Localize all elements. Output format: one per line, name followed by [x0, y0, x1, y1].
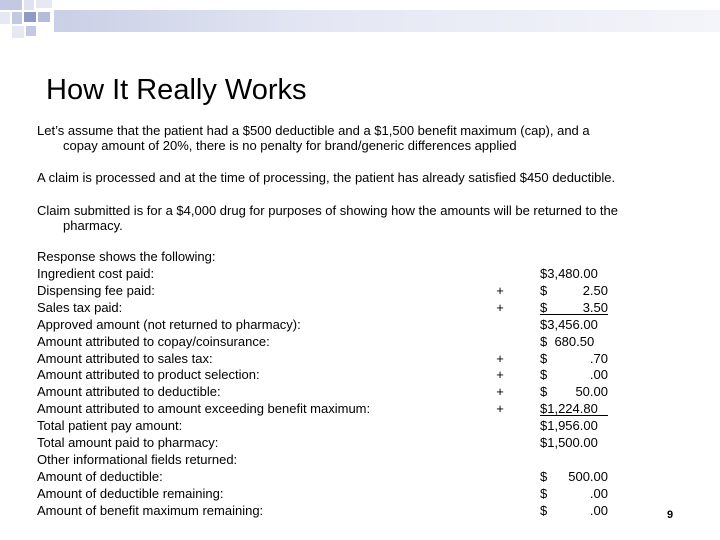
- plus-sign: +: [496, 299, 504, 315]
- table-row: [37, 350, 617, 367]
- currency-symbol: $: [540, 468, 548, 484]
- amount-value: .00: [589, 367, 608, 383]
- row-amount: $1,500.00: [540, 435, 598, 450]
- row-label: Amount of deductible remaining:: [37, 485, 224, 501]
- amount-value: .00: [589, 485, 608, 501]
- processing-paragraph: A claim is processed and at the time of processing, the patient has already satisfied $450 deductible.: [37, 170, 616, 185]
- amount-value: .00: [589, 502, 608, 518]
- slide-title: How It Really Works: [46, 74, 307, 106]
- table-row: [37, 265, 617, 282]
- row-label: Other informational fields returned:: [37, 451, 238, 467]
- assumption-paragraph: [37, 123, 677, 153]
- currency-symbol: $: [540, 384, 548, 400]
- row-label: Amount attributed to amount exceeding benefit maximum:: [37, 401, 371, 417]
- row-amount: $3,456.00: [540, 316, 598, 332]
- row-label: Amount attributed to product selection:: [37, 367, 260, 383]
- currency-symbol: $: [540, 282, 548, 298]
- row-label: Sales tax paid:: [37, 299, 123, 315]
- assumption-line-1: Let’s assume that the patient had a $500 deductible and a $1,500 benefit maximum (cap), and a: [37, 123, 590, 138]
- plus-sign: +: [496, 350, 504, 366]
- row-label: Amount attributed to deductible:: [37, 384, 221, 400]
- row-label: Amount of deductible:: [37, 468, 163, 484]
- plus-sign: +: [496, 401, 504, 417]
- claim-paragraph: [37, 203, 677, 233]
- table-row: [37, 299, 617, 316]
- plus-sign: +: [496, 384, 504, 400]
- assumption-line-2: copay amount of 20%, there is no penalty for brand/generic differences applied: [63, 138, 517, 153]
- row-amount: $1,956.00: [540, 418, 598, 434]
- table-row: [37, 434, 617, 451]
- currency-symbol: $: [540, 367, 548, 383]
- row-label: Approved amount (not returned to pharmacy):: [37, 316, 301, 332]
- claim-line-1: Claim submitted is for a $4,000 drug for purposes of showing how the amounts will be returned to the: [37, 203, 618, 218]
- table-row: [37, 468, 617, 485]
- row-amount: [540, 299, 608, 315]
- amount-value: 2.50: [582, 282, 608, 298]
- row-label: Amount attributed to copay/coinsurance:: [37, 333, 270, 349]
- row-amount: $1,224.80: [540, 400, 608, 416]
- table-row: [37, 417, 617, 434]
- header-decoration: [0, 0, 720, 40]
- plus-sign: +: [496, 367, 504, 383]
- table-row: [37, 316, 617, 333]
- claim-line-2: pharmacy.: [63, 218, 123, 233]
- table-row: [37, 333, 617, 350]
- table-row: [37, 502, 617, 519]
- currency-symbol: $: [540, 299, 548, 315]
- row-label: Ingredient cost paid:: [37, 266, 155, 281]
- table-row: [37, 282, 617, 299]
- table-row: [37, 451, 617, 468]
- amount-value: 3.50: [582, 299, 608, 315]
- page-number: 9: [667, 509, 674, 521]
- plus-sign: +: [496, 282, 504, 298]
- amount-value: .70: [589, 350, 608, 366]
- currency-symbol: $: [540, 485, 548, 501]
- row-amount: $3,480.00: [540, 266, 598, 281]
- row-label: Amount of benefit maximum remaining:: [37, 502, 264, 518]
- currency-symbol: $: [540, 502, 548, 518]
- table-row: [37, 366, 617, 383]
- response-header: Response shows the following:: [37, 249, 216, 264]
- row-label: Total amount paid to pharmacy:: [37, 435, 219, 450]
- row-label: Dispensing fee paid:: [37, 282, 155, 298]
- amount-value: 500.00: [568, 468, 608, 484]
- row-label: Total patient pay amount:: [37, 418, 183, 434]
- table-row: [37, 485, 617, 502]
- table-row: [37, 400, 617, 417]
- currency-symbol: $: [540, 350, 548, 366]
- table-row: [37, 383, 617, 400]
- amount-value: 50.00: [575, 384, 608, 400]
- row-amount: $ 680.50: [540, 333, 595, 349]
- row-label: Amount attributed to sales tax:: [37, 350, 213, 366]
